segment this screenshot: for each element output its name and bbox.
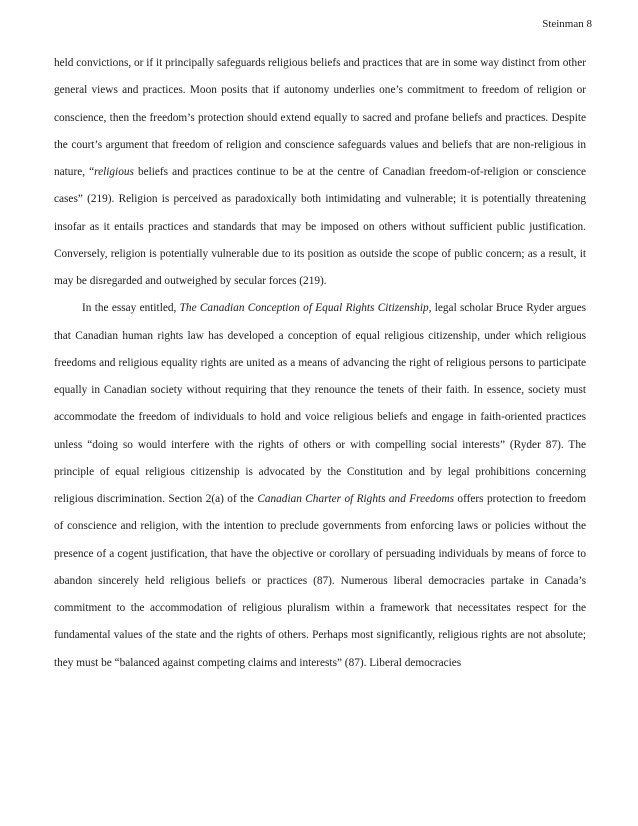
body-text [54, 50, 586, 677]
italic-text-segment: religious [94, 166, 134, 178]
paragraph-ryder [54, 295, 586, 677]
text-segment: offers protection to freedom of conscience and religion, with the intention to preclude governments from enforcing laws or policies without the presence of a cogent justification, that have the objective or corollary of persuading individuals by means of force to abandon sincerely held religious beliefs or practices (87). Numerous liberal democracies partake in Canada’s commitment to the accommodation of religious pluralism within a framework that necessitates respect for the fundamental values of the state and the rights of others. Perhaps most significantly, religious rights are not absolute; they must be “balanced against competing claims and interests” (87). Liberal democracies [54, 493, 586, 669]
charter-title: Canadian Charter of Rights and Freedoms [257, 493, 455, 505]
paragraph-continued [54, 50, 586, 295]
essay-title: The Canadian Conception of Equal Rights Citizenship, [179, 302, 432, 315]
text-segment: beliefs and practices continue to be at the centre of Canadian freedom-of-religion or conscience cases” (219). Religion is perceived as paradoxically both intimidating and vulnerable; it is potentially threatening insofar as it entails practices and standards that may be imposed on others without sufficient public justification. Conversely, religion is potentially vulnerable due to its position as outside the scope of public concern; as a result, it may be disregarded and outweighed by secular forces (219). [54, 166, 586, 287]
text-segment: In the essay entitled, [82, 302, 180, 315]
text-segment: legal scholar Bruce Ryder argues that Canadian human rights law has developed a conception of equal religious citizenship, under which religious freedoms and religious equality rights are united as a means of advancing the right of religious persons to participate equally in Canadian society without requiring that they renounce the tenets of their faith. In essence, society must accommodate the freedom of individuals to hold and voice religious beliefs and engage in faith-oriented practices unless “doing so would interfere with the rights of others or with compelling social interests” (Ryder 87). The principle of equal religious citizenship is advocated by the Constitution and by legal prohibitions concerning religious discrimination. Section 2(a) of the [54, 302, 586, 505]
running-head: Steinman 8 [542, 18, 592, 30]
text-segment: held convictions, or if it principally safeguards religious beliefs and practices that are in some way distinct from other general views and practices. Moon posits that if autonomy underlies one’s commitment to freedom of religion or conscience, then the freedom’s protection should extend equally to sacred and profane beliefs and practices. Despite the court’s argument that freedom of religion and conscience safeguards values and beliefs that are non-religious in nature, “ [54, 57, 586, 178]
